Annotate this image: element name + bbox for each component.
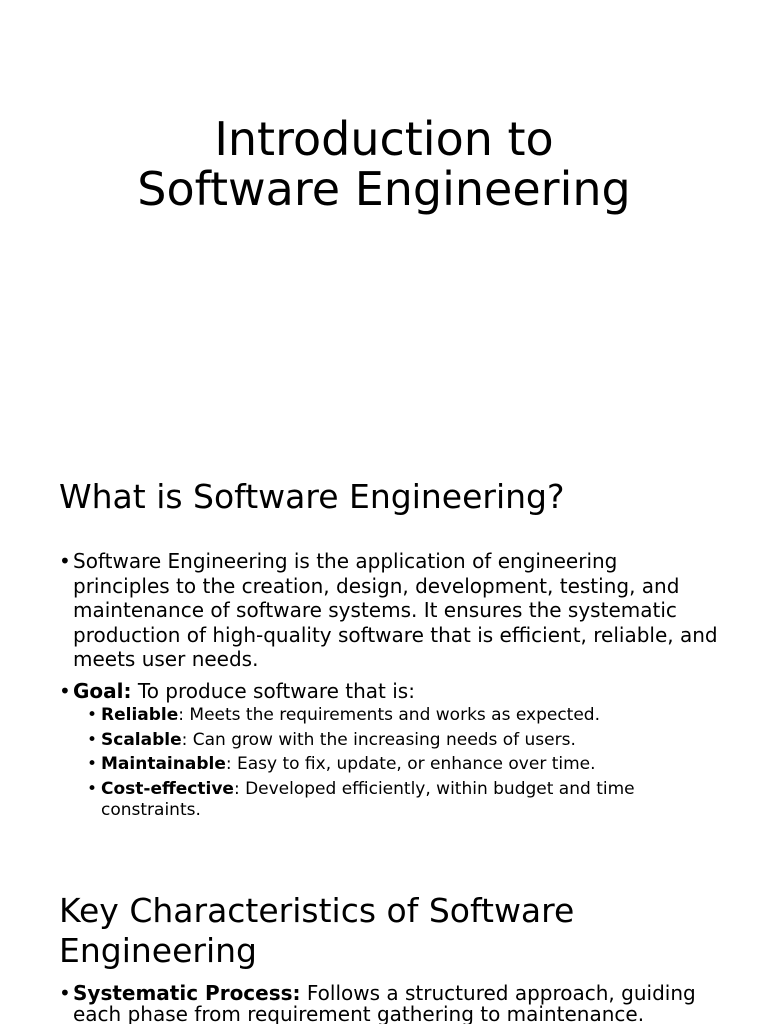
slide-title [0,114,768,214]
goal-item-text: : Developed efficiently, within budget and time constraints. [101,778,635,820]
goal-item-term: Reliable [101,705,179,725]
definition-text: Software Engineering is the application of engineering principles to the creation, design, development, testing, and maintenance of software systems. It ensures the systematic production of high-quality software that is efficient, reliable, and meets user needs. [73,549,718,671]
section-heading-what-is: What is Software Engineering? [59,477,565,516]
goal-item-maintainable [87,754,719,776]
key-characteristics-bullet-list [59,983,719,1024]
goal-item-cost-effective [87,779,719,822]
slide-title-line-1: Introduction to [214,112,554,166]
slide-title-line-2: Software Engineering [137,162,631,216]
what-is-bullet-list [59,549,719,825]
systematic-process-bullet [59,983,719,1024]
goal-item-term: Maintainable [101,754,226,774]
goal-item-reliable [87,705,719,727]
section-heading-line-2: Engineering [59,931,257,970]
goal-sub-list [73,705,719,822]
goal-item-text: : Can grow with the increasing needs of users. [181,729,576,750]
section-heading-key-characteristics [59,891,739,971]
goal-item-text: : Meets the requirements and works as expected. [178,705,600,725]
goal-bullet [59,679,719,822]
goal-label: Goal: [73,678,132,703]
section-heading-line-1: Key Characteristics of Software [59,891,575,930]
goal-item-term: Cost-effective [101,778,234,799]
characteristic-term: Systematic Process: [73,981,301,1005]
definition-bullet [59,549,719,672]
characteristic-text: Follows a structured approach, guiding each phase from requirement gathering to maintenance. [73,981,696,1024]
goal-text: To produce software that is: [131,678,415,703]
goal-item-scalable [87,730,719,752]
goal-item-term: Scalable [101,729,182,750]
goal-item-text: : Easy to fix, update, or enhance over time. [225,754,596,774]
